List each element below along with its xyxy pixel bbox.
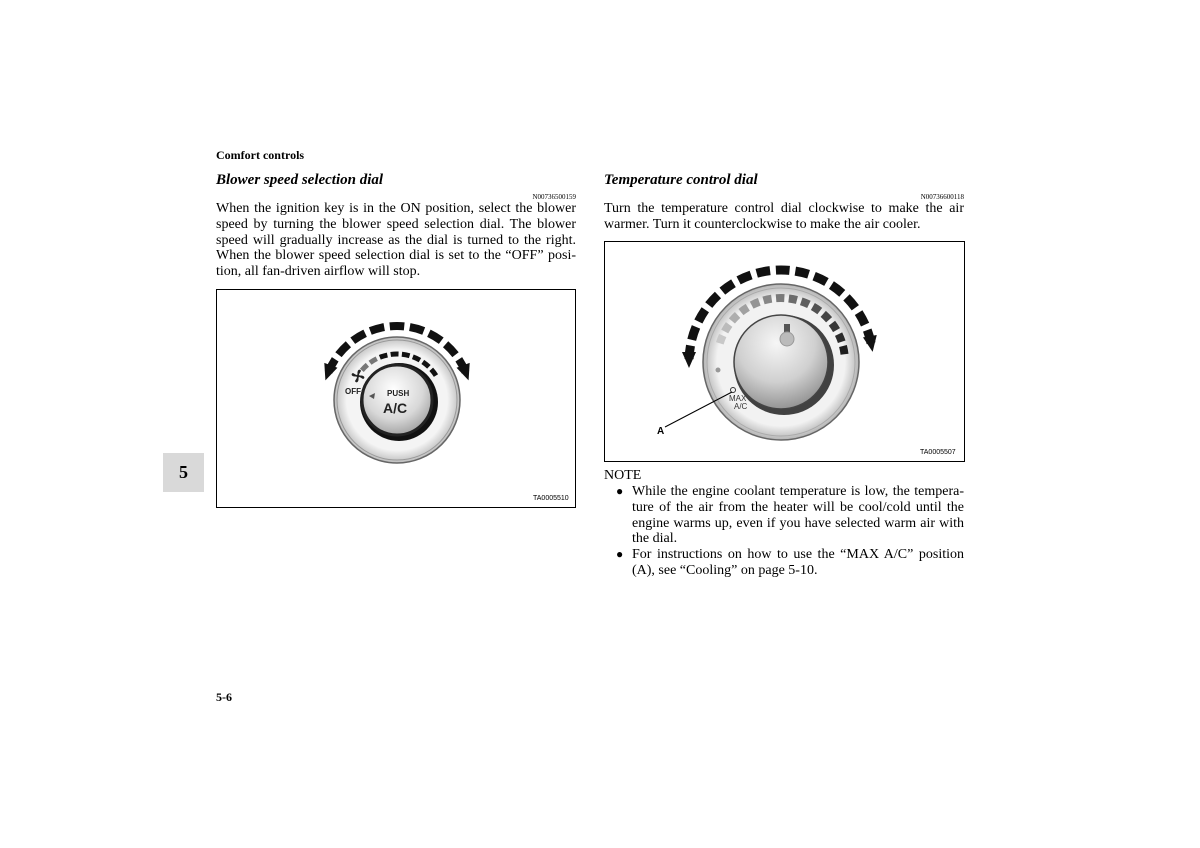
arc-dash — [380, 355, 388, 357]
bullet-icon: ● — [616, 484, 624, 498]
arc-dash — [338, 344, 348, 355]
ac-label: A/C — [734, 402, 748, 411]
push-label: PUSH — [387, 389, 410, 398]
figure-code: TA0005507 — [920, 449, 956, 456]
arc-dash — [752, 302, 760, 305]
blower-dial-title: Blower speed selection dial — [216, 172, 384, 188]
arc-dash — [446, 344, 456, 355]
note-title: NOTE — [604, 468, 642, 483]
temperature-dial-illustration — [605, 242, 964, 461]
ac-label: A/C — [383, 400, 408, 416]
page-number: 5-6 — [216, 690, 232, 704]
temperature-paragraph — [604, 201, 964, 233]
temperature-dial-figure — [604, 241, 965, 462]
arc-dash — [764, 299, 772, 301]
arc-dash — [843, 346, 845, 354]
arc-dash — [757, 271, 770, 274]
note-item — [604, 547, 964, 579]
arc-dash — [402, 354, 410, 355]
bullet-icon: ● — [616, 547, 624, 562]
note-line: engine warms up, even if you have selected warm air with — [632, 515, 964, 531]
arc-dash — [732, 315, 738, 321]
note-line: (A), see “Cooling” on page 5-10. — [632, 562, 818, 578]
arc-dash — [846, 297, 855, 307]
temperature-ref-code: N00736600118 — [920, 193, 964, 201]
blower-dial-illustration — [217, 290, 575, 507]
arrowhead-icon — [682, 352, 696, 368]
blower-dial-figure — [216, 289, 576, 508]
blower-ref-code: N00736500159 — [532, 193, 576, 201]
arc-dash — [353, 333, 365, 340]
arc-dash — [413, 357, 420, 360]
chapter-tab — [163, 453, 204, 492]
chapter-number: 5 — [179, 462, 188, 482]
arc-dash — [739, 275, 752, 280]
note-line: While the engine coolant temperature is low, the tempera- — [632, 484, 964, 499]
arc-dash — [725, 325, 729, 332]
note-item — [604, 484, 964, 547]
blower-line: When the blower speed selection dial is set to the “OFF” posi- — [216, 248, 576, 264]
arc-dash — [813, 306, 820, 311]
note-line: ture of the air from the heater will be cool/cold until the — [632, 499, 964, 515]
max-label: MAX — [729, 394, 747, 403]
arc-dash — [859, 313, 865, 325]
arc-dash — [839, 334, 842, 342]
section-header: Comfort controls — [216, 148, 305, 162]
arc-dash — [741, 307, 748, 312]
arc-dash — [831, 285, 842, 293]
temperature-line: Turn the temperature control dial clockwise to make the air — [604, 201, 964, 216]
temperature-line: warmer. Turn it counterclockwise to make the air cooler. — [604, 216, 921, 232]
arc-dash — [370, 327, 384, 331]
blower-line: tion, all fan-driven airflow will stop. — [216, 264, 421, 280]
blower-line: speed will gradually increase as the dial is turned to the right. — [216, 232, 576, 248]
arc-dash — [720, 336, 723, 344]
cool-dot-icon — [716, 368, 721, 373]
note-list — [604, 484, 964, 579]
arc-dash — [410, 327, 424, 331]
blower-line: When the ignition key is in the ON position, select the blower — [216, 201, 576, 216]
blower-line: speed by turning the blower speed selection dial. The blower — [216, 216, 576, 232]
callout-a-label: A — [657, 426, 665, 437]
dial-knob[interactable] — [734, 315, 828, 409]
temperature-dial-title: Temperature control dial — [604, 172, 758, 188]
arrowhead-icon — [863, 335, 877, 352]
arc-dash — [722, 283, 733, 291]
arc-dash — [709, 295, 718, 305]
arc-dash — [429, 333, 441, 340]
figure-code: TA0005510 — [533, 495, 569, 502]
arc-dash — [832, 323, 837, 330]
arc-dash — [823, 314, 829, 320]
note-line: For instructions on how to use the “MAX A/C” position — [632, 547, 964, 563]
arc-dash — [795, 271, 808, 274]
arc-dash — [698, 310, 705, 322]
note-line: the dial. — [632, 531, 678, 547]
arc-dash — [692, 327, 696, 340]
arc-dash — [814, 276, 826, 282]
off-label: OFF — [345, 387, 361, 396]
arc-dash — [801, 301, 809, 304]
blower-paragraph — [216, 201, 576, 280]
arc-dash — [789, 298, 797, 300]
